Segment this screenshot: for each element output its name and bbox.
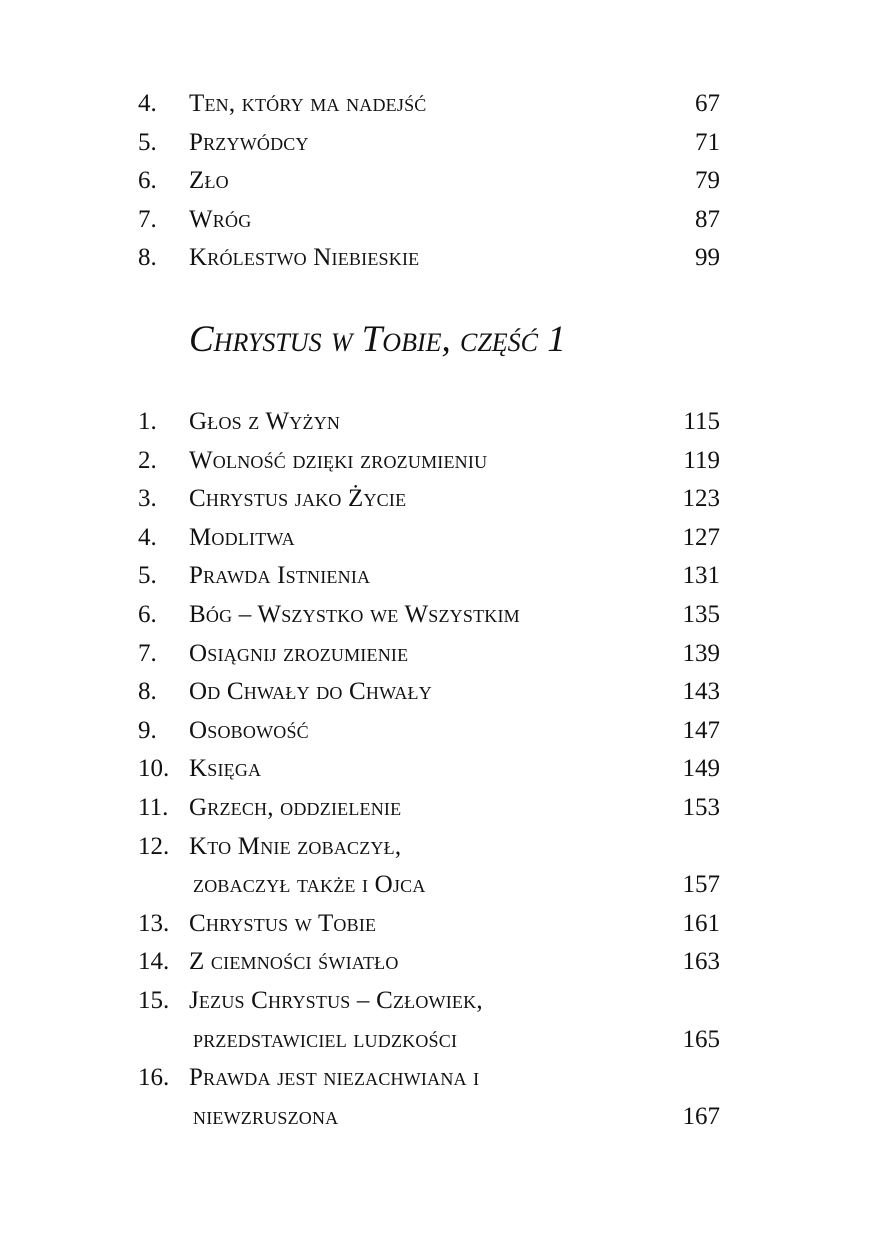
toc-entry: [138, 480, 720, 519]
toc-entry: [138, 201, 720, 240]
entry-title: Grzech, oddzielenie: [189, 793, 402, 821]
entry-number: 4.: [138, 523, 157, 551]
toc-entry: [138, 596, 720, 635]
entry-title: Chrystus jako Życie: [189, 485, 407, 513]
entry-title: Od Chwały do Chwały: [189, 678, 432, 706]
toc-entry-continuation: [138, 866, 720, 905]
entry-title: Zło: [189, 167, 229, 195]
toc-entry: [138, 750, 720, 789]
toc-entry: [138, 943, 720, 982]
entry-page: 157: [682, 871, 720, 899]
entry-number: 12.: [138, 832, 170, 860]
entry-number: 11.: [138, 793, 169, 821]
toc-entry: [138, 124, 720, 163]
entry-number: 5.: [138, 128, 157, 156]
entry-page: 115: [683, 408, 720, 435]
entry-title: Chrystus w Tobie: [189, 909, 377, 937]
toc-entry: [138, 673, 720, 712]
entry-number: 9.: [138, 716, 157, 744]
entry-title: Modlitwa: [189, 523, 295, 551]
entry-page: 99: [695, 244, 720, 272]
entry-title: Przywódcy: [189, 128, 309, 156]
toc-entry: [138, 982, 720, 1021]
entry-number: 3.: [138, 485, 157, 513]
toc-entry: [138, 85, 720, 124]
entry-title: niewzruszona: [193, 1102, 339, 1130]
entry-number: 14.: [138, 948, 170, 976]
toc-entry: [138, 905, 720, 944]
entry-number: 7.: [138, 639, 157, 667]
entry-page: 87: [695, 205, 720, 233]
entry-page: 153: [682, 793, 720, 821]
toc-entry-continuation: [138, 1098, 720, 1137]
entry-title: Kto Mnie zobaczył,: [189, 832, 402, 860]
entry-number: 8.: [138, 678, 157, 706]
entry-title: Osobowość: [189, 716, 309, 744]
entry-page: 147: [682, 716, 720, 744]
entry-title: zobaczył także i Ojca: [193, 871, 426, 899]
entry-title: przedstawiciel ludzkości: [193, 1025, 458, 1053]
entry-title: Jezus Chrystus – Człowiek,: [189, 986, 483, 1014]
toc-entry: [138, 828, 720, 867]
toc-entry: [138, 789, 720, 828]
entry-page: 127: [682, 523, 720, 551]
toc-entry: [138, 403, 720, 442]
entry-title: Prawda jest niezachwiana i: [189, 1064, 480, 1092]
toc-entry-continuation: [138, 1021, 720, 1060]
entry-number: 7.: [138, 205, 157, 233]
entry-title: Królestwo Niebieskie: [189, 244, 420, 272]
entry-title: Bóg – Wszystko we Wszystkim: [189, 600, 520, 628]
entry-page: 131: [682, 562, 720, 590]
entry-page: 123: [682, 485, 720, 513]
entry-page: 161: [682, 909, 720, 937]
entry-page: 79: [695, 167, 720, 195]
entry-page: 139: [682, 639, 720, 667]
entry-title: Wolność dzięki zrozumieniu: [189, 446, 488, 474]
toc-entry: [138, 1059, 720, 1098]
entry-number: 5.: [138, 562, 157, 590]
entry-number: 16.: [138, 1064, 170, 1092]
part-heading: Chrystus w Tobie, część 1: [189, 319, 566, 360]
entry-page: 67: [695, 90, 720, 117]
entry-page: 149: [682, 755, 720, 783]
entry-title: Prawda Istnienia: [189, 562, 371, 590]
entry-number: 6.: [138, 167, 157, 195]
entry-number: 1.: [138, 408, 157, 435]
toc-entry: [138, 712, 720, 751]
toc-entry: [138, 635, 720, 674]
entry-page: 143: [682, 678, 720, 706]
toc-entry: [138, 162, 720, 201]
entry-title: Głos z Wyżyn: [189, 408, 341, 435]
entry-number: 4.: [138, 90, 157, 117]
entry-number: 8.: [138, 244, 157, 272]
entry-page: 71: [695, 128, 720, 156]
entry-number: 2.: [138, 446, 157, 474]
entry-number: 6.: [138, 600, 157, 628]
entry-title: Osiągnij zrozumienie: [189, 639, 409, 667]
toc-entry: [138, 557, 720, 596]
entry-page: 167: [682, 1102, 720, 1130]
toc-list-top: [138, 85, 720, 278]
entry-title: Ten, który ma nadejść: [189, 90, 427, 117]
entry-number: 13.: [138, 909, 170, 937]
toc-entry: [138, 239, 720, 278]
entry-page: 119: [683, 446, 720, 474]
entry-page: 135: [682, 600, 720, 628]
toc-entry: [138, 442, 720, 481]
entry-title: Wróg: [189, 205, 252, 233]
entry-page: 165: [682, 1025, 720, 1053]
entry-page: 163: [682, 948, 720, 976]
entry-title: Z ciemności światło: [189, 948, 399, 976]
entry-number: 15.: [138, 986, 170, 1014]
toc-list-bottom: [138, 403, 720, 1136]
toc-entry: [138, 519, 720, 558]
entry-title: Księga: [189, 755, 262, 783]
entry-number: 10.: [138, 755, 170, 783]
